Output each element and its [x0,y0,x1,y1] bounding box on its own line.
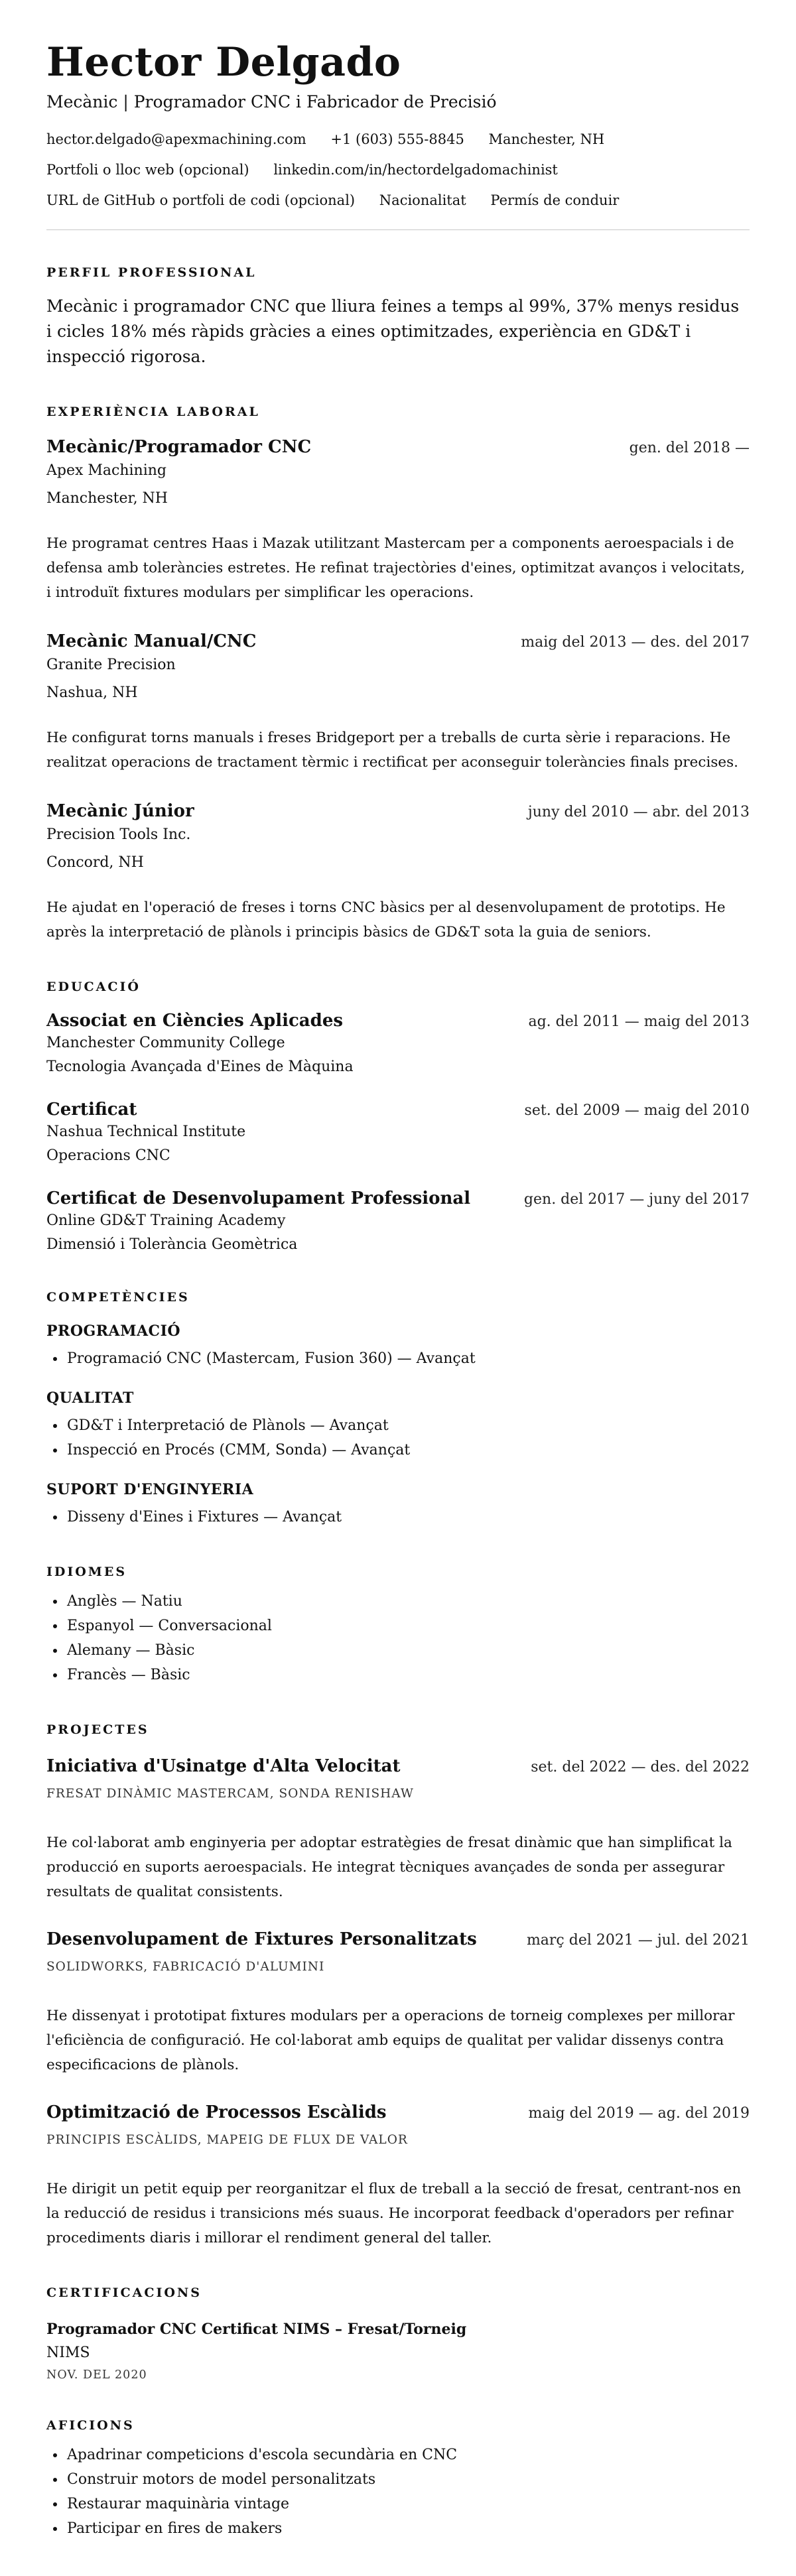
project-name: Desenvolupament de Fixtures Personalitzats [46,1929,477,1949]
contact-row [46,161,750,179]
language-item: • Espanyol — Conversacional [66,1614,750,1638]
skill-category: SUPORT D'ENGINYERIA [46,1481,254,1498]
education-entry [46,1187,750,1255]
experience-entry [46,436,750,605]
education-dates: gen. del 2017 — juny del 2017 [523,1191,750,1208]
education-dates: ag. del 2011 — maig del 2013 [528,1013,750,1030]
header-divider [46,229,750,230]
hobby-item: • Participar en fires de makers [66,2516,750,2541]
project-name: Optimització de Processos Escàlids [46,2102,387,2122]
certification-name: Programador CNC Certificat NIMS – Fresat/Torneig [46,2321,467,2338]
contact-portfolio[interactable]: Portfoli o lloc web (opcional) [46,162,249,178]
contact-email[interactable]: hector.delgado@apexmachining.com [46,131,306,147]
section-title-summary: PERFIL PROFESSIONAL [46,265,257,280]
study-field: Dimensió i Tolerància Geomètrica [46,1236,298,1253]
job-company: Granite Precision [46,657,176,673]
skill-item: • Programació CNC (Mastercam, Fusion 360) — Avançat [66,1346,750,1371]
section-title-certifications: CERTIFICACIONS [46,2286,202,2300]
school-name: Manchester Community College [46,1035,285,1051]
job-company: Precision Tools Inc. [46,826,191,843]
skill-item: • Disseny d'Eines i Fixtures — Avançat [66,1505,750,1529]
project-description: He dissenyat i prototipat fixtures modulars per a operacions de torneig complexes per millorar l'eficiència de configuració. He col·laborat amb equips de qualitat per validar dissenys contra especificacions de plànols. [46,2008,735,2073]
language-item: • Alemany — Bàsic [66,1638,750,1663]
job-location: Manchester, NH [46,490,168,507]
job-title: Mecànic Júnior [46,801,194,821]
study-field: Operacions CNC [46,1147,170,1164]
language-item: • Francès — Bàsic [66,1663,750,1687]
contact-github[interactable]: URL de GitHub o portfoli de codi (opcional) [46,192,356,208]
project-tech: FRESAT DINÀMIC MASTERCAM, SONDA RENISHAW [46,1787,414,1801]
job-title: Mecànic Manual/CNC [46,631,257,651]
degree-title: Certificat [46,1100,137,1120]
job-description: He programat centres Haas i Mazak utilitzant Mastercam per a components aeroespacials i de defensa amb toleràncies estretes. He refinat trajectòries d'eines, optimitzat avanços i velocitats, i introduït fixtures modulars per simplificar les operacions. [46,535,745,601]
project-dates: maig del 2019 — ag. del 2019 [528,2105,750,2122]
contact-nationality: Nacionalitat [379,192,466,208]
candidate-name: Hector Delgado [46,39,401,86]
section-title-skills: COMPETÈNCIES [46,1290,190,1305]
project-dates: març del 2021 — jul. del 2021 [526,1932,750,1949]
skill-item: • Inspecció en Procés (CMM, Sonda) — Avançat [66,1438,750,1462]
contact-linkedin[interactable]: linkedin.com/in/hectordelgadomachinist [273,162,558,178]
skill-category: QUALITAT [46,1389,134,1407]
section-title-languages: IDIOMES [46,1565,127,1579]
contact-location: Manchester, NH [488,131,605,147]
skill-list [46,1505,750,1529]
resume-header [46,38,750,210]
skill-item: • GD&T i Interpretació de Plànols — Avançat [66,1413,750,1438]
project-description: He col·laborat amb enginyeria per adoptar estratègies de fresat dinàmic que han simplificat la producció en suports aeroespacials. He integrat tècniques avançades de sonda per assegurar resultats de qualitat consistents. [46,1835,732,1900]
project-tech: PRINCIPIS ESCÀLIDS, MAPEIG DE FLUX DE VALOR [46,2133,408,2147]
education-entry [46,1098,750,1166]
section-title-projects: PROJECTES [46,1722,149,1737]
contact-phone[interactable]: +1 (603) 555-8845 [330,131,464,147]
job-description: He configurat torns manuals i freses Bridgeport per a treballs de curta sèrie i reparacions. He realitzat operacions de tractament tèrmic i rectificat per aconseguir toleràncies finals precises. [46,730,738,771]
experience-entry [46,630,750,775]
job-location: Concord, NH [46,854,144,871]
candidate-headline: Mecànic | Programador CNC i Fabricador de Precisió [46,92,497,111]
section-title-hobbies: AFICIONS [46,2418,135,2433]
education-entry [46,1009,750,1077]
degree-title: Certificat de Desenvolupament Professional [46,1189,471,1208]
project-description: He dirigit un petit equip per reorganitzar el flux de treball a la secció de fresat, centrant-nos en la reducció de residus i transicions més suaus. He incorporat feedback d'operadors per refinar procediments diaris i millorar el rendiment general del taller. [46,2181,742,2246]
degree-title: Associat en Ciències Aplicades [46,1011,344,1031]
job-dates: maig del 2013 — des. del 2017 [521,634,750,651]
education-dates: set. del 2009 — maig del 2010 [524,1102,750,1119]
project-name: Iniciativa d'Usinatge d'Alta Velocitat [46,1756,401,1776]
job-dates: gen. del 2018 — [629,440,750,456]
hobby-item: • Construir motors de model personalitzats [66,2467,750,2492]
hobby-item: • Apadrinar competicions d'escola secundària en CNC [66,2443,750,2467]
school-name: Nashua Technical Institute [46,1124,246,1140]
experience-entry [46,800,750,944]
job-description: He ajudat en l'operació de freses i torns CNC bàsics per al desenvolupament de prototips. He après la interpretació de plànols i principis bàsics de GD&T sota la guia de seniors. [46,899,726,940]
project-entry [46,1928,750,2077]
project-tech: SOLIDWORKS, FABRICACIÓ D'ALUMINI [46,1960,325,1974]
job-title: Mecànic/Programador CNC [46,437,312,457]
skill-list [46,1346,750,1371]
job-location: Nashua, NH [46,684,138,701]
job-dates: juny del 2010 — abr. del 2013 [527,804,750,820]
job-company: Apex Machining [46,462,167,479]
skill-list [46,1413,750,1462]
language-item: • Anglès — Natiu [66,1589,750,1614]
certification-issuer: NIMS [46,2345,90,2361]
project-dates: set. del 2022 — des. del 2022 [531,1759,750,1775]
certification-date: NOV. DEL 2020 [46,2368,147,2382]
language-list [46,1589,750,1687]
section-title-education: EDUCACIÓ [46,980,141,994]
skill-category: PROGRAMACIÓ [46,1322,181,1340]
summary-text: Mecànic i programador CNC que lliura feines a temps al 99%, 37% menys residus i cicles 18% més ràpids gràcies a eines optimitzades, experiència en GD&T i inspecció rigorosa. [46,296,740,366]
school-name: Online GD&T Training Academy [46,1212,286,1229]
study-field: Tecnologia Avançada d'Eines de Màquina [46,1059,354,1075]
contact-row [46,130,750,149]
contact-row [46,191,750,210]
hobby-item: • Restaurar maquinària vintage [66,2492,750,2516]
project-entry [46,2101,750,2250]
hobby-list [46,2443,750,2541]
section-title-experience: EXPERIÈNCIA LABORAL [46,405,260,419]
contact-driving-license: Permís de conduir [490,192,620,208]
project-entry [46,1755,750,1904]
